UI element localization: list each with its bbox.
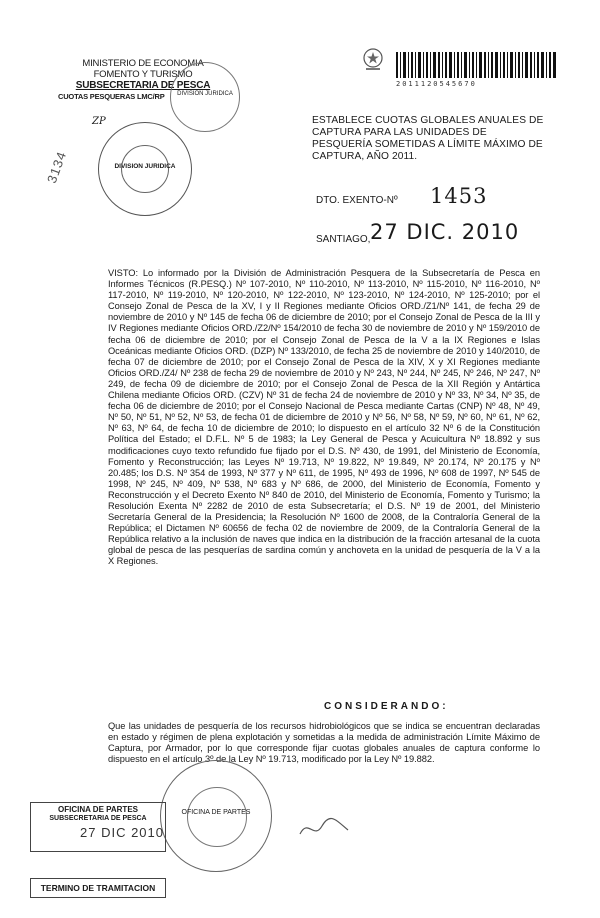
juridica-stamp-small bbox=[170, 62, 240, 132]
department-name: CUOTAS PESQUERAS LMC/RP bbox=[58, 92, 165, 101]
decree-label: DTO. EXENTO-Nº bbox=[316, 195, 398, 206]
oficina-partes-seal-text: OFICINA DE PARTES bbox=[181, 809, 251, 816]
juridica-stamp bbox=[98, 122, 192, 216]
signature-icon bbox=[296, 812, 356, 842]
juridica-stamp-small-text: DIVISION JURIDICA bbox=[177, 91, 233, 97]
oficina-partes-title: OFICINA DE PARTES bbox=[57, 805, 138, 814]
decree-place: SANTIAGO, bbox=[316, 234, 371, 245]
ministry-name: MINISTERIO DE ECONOMIA bbox=[82, 58, 204, 69]
considerando-paragraph: Que las unidades de pesquería de los recursos hidrobiológicos que se indica se encuentran declaradas en estado y régimen de plena explotación y sometidas a la medida de administración Límite Máximo de Captura, por Armador, por lo que corresponde fijar cuotas globales anuales de captura conforme lo dispuesto en el artículo 3º de la Ley Nº 19.713, modificado por la Ley Nº 19.882. bbox=[108, 721, 540, 765]
side-handwritten-number: 3134 bbox=[44, 149, 70, 186]
decree-date: 27 DIC. 2010 bbox=[370, 220, 520, 244]
barcode-icon bbox=[396, 52, 556, 78]
document-title: ESTABLECE CUOTAS GLOBALES ANUALES DE CAPTURA PARA LAS UNIDADES DE PESQUERÍA SOMETIDAS A LÍMITE MÁXIMO DE CAPTURA, AÑO 2011. bbox=[312, 115, 544, 162]
government-seal-icon bbox=[360, 46, 386, 72]
considerando-heading: CONSIDERANDO: bbox=[324, 701, 449, 712]
juridica-stamp-text: DIVISION JURIDICA bbox=[114, 163, 176, 170]
ministry-subname: FOMENTO Y TURISMO bbox=[93, 69, 193, 80]
subsecretaria-name: SUBSECRETARIA DE PESCA bbox=[75, 80, 211, 91]
termino-tramitacion-stamp: TERMINO DE TRAMITACION bbox=[30, 878, 166, 898]
initials: ZP bbox=[92, 116, 106, 127]
barcode-number: 2011120545670 bbox=[396, 80, 477, 88]
oficina-partes-subtitle: SUBSECRETARIA DE PESCA bbox=[49, 815, 147, 822]
visto-paragraph: VISTO: Lo informado por la División de Administración Pesquera de la Subsecretaría de Pesca en Informes Técnicos (R.PESQ.) Nº 107-2010, Nº 110-2010, Nº 113-2010, Nº 115-2010, Nº 116-2010, Nº 117-2010, Nº 119-2010, Nº 120-2010, Nº 122-2010, Nº 123-2010, Nº 124-2010, Nº 125-2010; por el Consejo Zonal de Pesca de la XV, I y II Regiones mediante Oficios ORD./Z1/Nº 141, de fecha 29 de noviembre de 2010 y Nº 145 de fecha 06 de diciembre de 2010; por el Consejo Zonal de Pesca de la III y IV Regiones mediante Oficios ORD./Z2/Nº 154/2010 de fecha 30 de noviembre de 2010 y Nº 159/2010 de fecha 06 de diciembre de 2010; por el Consejo Zonal de Pesca de la V a la IX Regiones e Islas Oceánicas mediante Oficios ORD. (DZP) Nº 133/2010, de fecha 25 de noviembre de 2010 y 140/2010, de fecha 07 de diciembre de 2010; por el Consejo Zonal de Pesca de la XIV, X y XI Regiones mediante Oficios ORD./Z4/ Nº 238 de fecha 29 de noviembre de 2010 y Nº 243, Nº 244, Nº 245, Nº 246, Nº 247, Nº 249, de fecha 09 de diciembre de 2010; por el Consejo Zonal de Pesca de la XII Región y Antártica Chilena mediante Oficios ORD. (CZV) Nº 31 de fecha 24 de noviembre de 2010 y Nº 33, Nº 34, Nº 35, de fecha 06 de diciembre de 2010; por el Consejo Nacional de Pesca mediante Cartas (CNP) Nº 48, Nº 49, Nº 50, Nº 51, Nº 52, Nº 53, de fecha 01 de diciembre de 2010 y Nº 56, Nº 58, Nº 59, Nº 60, Nº 61, Nº 62, Nº 63, Nº 64, de fecha 10 de diciembre de 2010; lo dispuesto en el artículo 32 Nº 6 de la Constitución Política del Estado; el D.F.L. Nº 5 de 1983; la Ley General de Pesca y Acuicultura Nº 18.892 y sus modificaciones cuyo texto refundido fue fijado por el D.S. Nº 430, de 1991, del Ministerio de Economía, Fomento y Reconstrucción; las Leyes Nº 19.713, Nº 19.822, Nº 19.849, Nº 20.174, Nº 20.175 y Nº 20.485; los D.S. Nº 354 de 1993, Nº 377 y Nº 611, de 1995, Nº 493 de 1996, Nº 608 de 1997, Nº 545 de 1998, Nº 245, Nº 409, Nº 538, Nº 683 y Nº 686, de 2000, del Ministerio de Economía, Fomento y Reconstrucción y el Decreto Exento Nº 840 de 2010, del Ministerio de Economía, Fomento y Turismo; la Resolución Exenta Nº 2282 de 2010 de esta Subsecretaría; el D.S. Nº 19 de 2001, del Ministerio Secretaría General de la Presidencia; la Resolución Nº 1600 de 2008, de la Contraloría General de la República; el Dictamen Nº 60656 de fecha 02 de noviembre de 2009, de la Contraloría General de la República relativo a la inclusión de naves que indica en la distribución de la fracción artesanal de la cuota global de pesca de las pesquerías de sardina común y anchoveta en la unidad de pesquería de la V a la X Regiones. bbox=[108, 268, 540, 567]
oficina-partes-seal bbox=[160, 760, 272, 872]
decree-number: 1453 bbox=[430, 184, 488, 208]
oficina-partes-date: 27 DIC 2010 bbox=[80, 825, 164, 840]
